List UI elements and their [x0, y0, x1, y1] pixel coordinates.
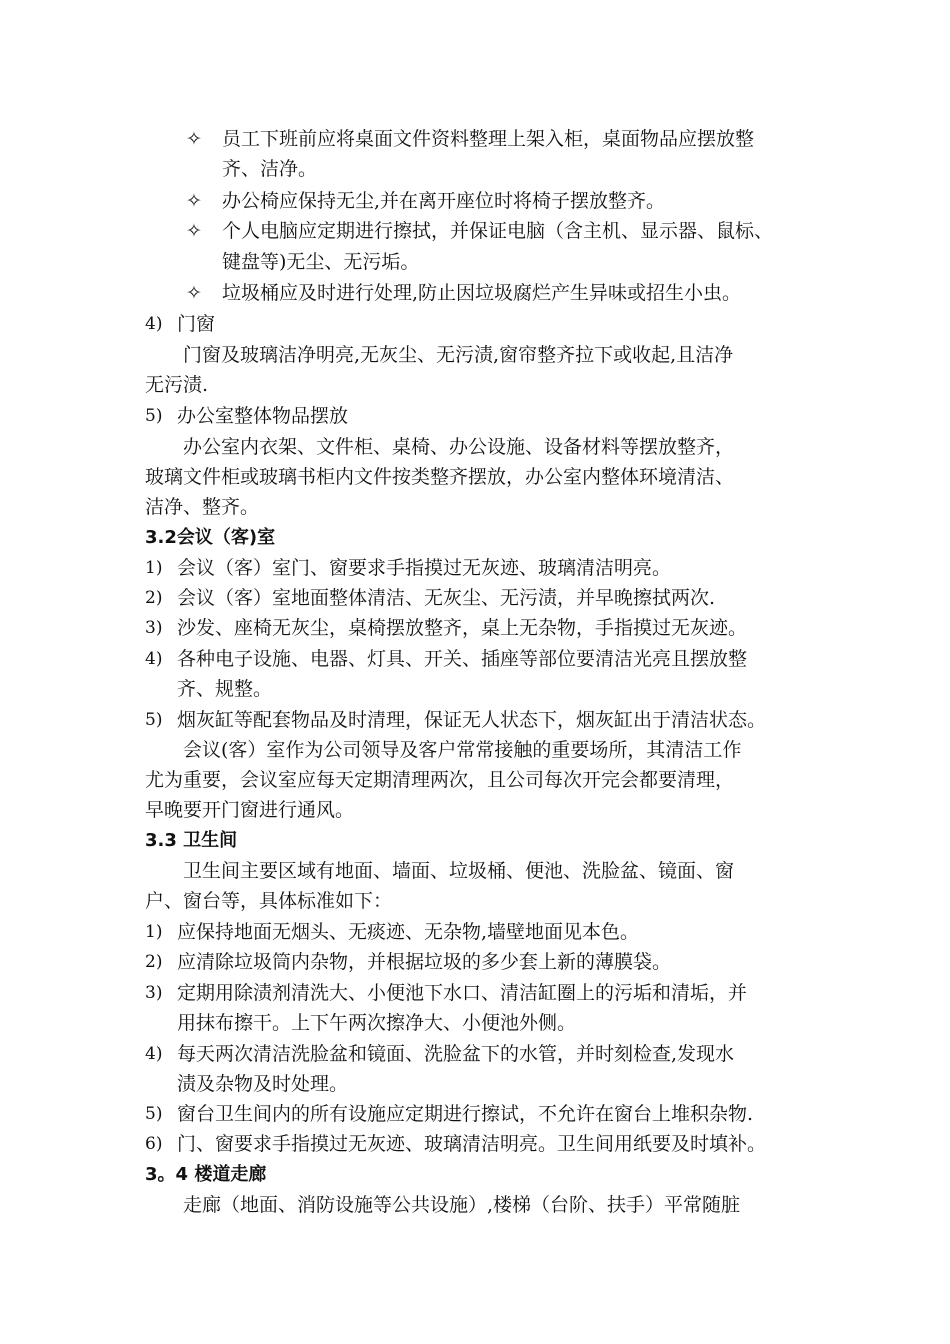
- paragraph-line: 走廊（地面、消防设施等公共设施）,楼梯（台阶、扶手）平常随脏: [183, 1194, 741, 1216]
- bullet-text-continued: 齐、洁净。: [222, 158, 318, 180]
- section-heading: 3。4 楼道走廊: [145, 1164, 267, 1185]
- list-item: 窗台卫生间内的所有设施应定期进行擦试，不允许在窗台上堆积杂物.: [177, 1103, 754, 1125]
- paragraph-line: 户、窗台等，具体标准如下：: [145, 890, 393, 912]
- bullet-text: 办公椅应保持无尘,并在离开座位时将椅子摆放整齐。: [222, 190, 666, 212]
- bullet-text: 员工下班前应将桌面文件资料整理上架入柜，桌面物品应摆放整: [222, 128, 755, 150]
- item-number: 5): [145, 1104, 163, 1124]
- item-number: 2): [145, 588, 163, 608]
- list-item: 定期用除渍剂清洗大、小便池下水口、清洁缸圈上的污垢和清垢，并: [177, 982, 748, 1004]
- diamond-bullet-icon: ✧: [186, 282, 202, 304]
- list-item: 会议（客）室地面整体清洁、无灰尘、无污渍，并早晚擦拭两次.: [177, 587, 716, 609]
- item-number: 6): [145, 1134, 163, 1154]
- list-item: 应保持地面无烟头、无痰迹、无杂物,墙壁地面见本色。: [177, 921, 640, 943]
- item-number: 2): [145, 952, 163, 972]
- item-number: 3): [145, 618, 163, 638]
- list-item: 门、窗要求手指摸过无灰迹、玻璃清洁明亮。卫生间用纸要及时填补。: [177, 1133, 767, 1155]
- list-item-continued: 渍及杂物及时处理。: [177, 1073, 349, 1095]
- item-number: 5): [145, 406, 163, 426]
- paragraph-line: 早晚要开门窗进行通风。: [145, 799, 355, 821]
- paragraph-line: 门窗及玻璃洁净明亮,无灰尘、无污渍,窗帘整齐拉下或收起,且洁净: [183, 344, 734, 366]
- item-number: 4): [145, 314, 163, 334]
- bullet-text: 垃圾桶应及时进行处理,防止因垃圾腐烂产生异味或招生小虫。: [222, 282, 742, 304]
- list-item: 烟灰缸等配套物品及时清理，保证无人状态下，烟灰缸出于清洁状态。: [177, 709, 767, 731]
- diamond-bullet-icon: ✧: [186, 128, 202, 150]
- section-heading: 3.2会议（客)室: [145, 527, 276, 548]
- paragraph-line: 洁净、整齐。: [145, 496, 260, 518]
- list-item: 沙发、座椅无灰尘，桌椅摆放整齐，桌上无杂物，手指摸过无灰迹。: [177, 617, 748, 639]
- bullet-text: 个人电脑应定期进行擦拭，并保证电脑（含主机、显示器、鼠标、: [222, 220, 774, 242]
- item-number: 1): [145, 922, 163, 942]
- item-number: 4): [145, 1044, 163, 1064]
- item-number: 3): [145, 983, 163, 1003]
- section-item-title: 门窗: [177, 313, 216, 335]
- list-item: 每天两次清洁洗脸盆和镜面、洗脸盆下的水管，并时刻检查,发现水: [177, 1043, 735, 1065]
- section-item-title: 办公室整体物品摆放: [177, 405, 349, 427]
- list-item: 各种电子设施、电器、灯具、开关、插座等部位要清洁光亮且摆放整: [177, 648, 748, 670]
- diamond-bullet-icon: ✧: [186, 220, 202, 242]
- list-item-continued: 用抹布擦干。上下午两次擦净大、小便池外侧。: [177, 1012, 577, 1034]
- list-item-continued: 齐、规整。: [177, 678, 273, 700]
- list-item: 会议（客）室门、窗要求手指摸过无灰迹、玻璃清洁明亮。: [177, 557, 672, 579]
- paragraph-line: 办公室内衣架、文件柜、桌椅、办公设施、设备材料等摆放整齐，: [183, 436, 735, 458]
- item-number: 1): [145, 558, 163, 578]
- paragraph-line: 玻璃文件柜或玻璃书柜内文件按类整齐摆放，办公室内整体环境清洁、: [145, 466, 735, 488]
- item-number: 4): [145, 649, 163, 669]
- item-number: 5): [145, 710, 163, 730]
- paragraph-line: 会议(客）室作为公司领导及客户常常接触的重要场所，其清洁工作: [183, 739, 742, 761]
- section-heading: 3.3 卫生间: [145, 830, 238, 851]
- paragraph-line: 无污渍.: [145, 374, 209, 396]
- diamond-bullet-icon: ✧: [186, 190, 202, 212]
- bullet-text-continued: 键盘等)无尘、无污垢。: [222, 251, 420, 273]
- paragraph-line: 卫生间主要区域有地面、墙面、垃圾桶、便池、洗脸盆、镜面、窗: [183, 860, 735, 882]
- paragraph-line: 尤为重要，会议室应每天定期清理两次，且公司每次开完会都要清理，: [145, 769, 735, 791]
- list-item: 应清除垃圾筒内杂物，并根据垃圾的多少套上新的薄膜袋。: [177, 951, 672, 973]
